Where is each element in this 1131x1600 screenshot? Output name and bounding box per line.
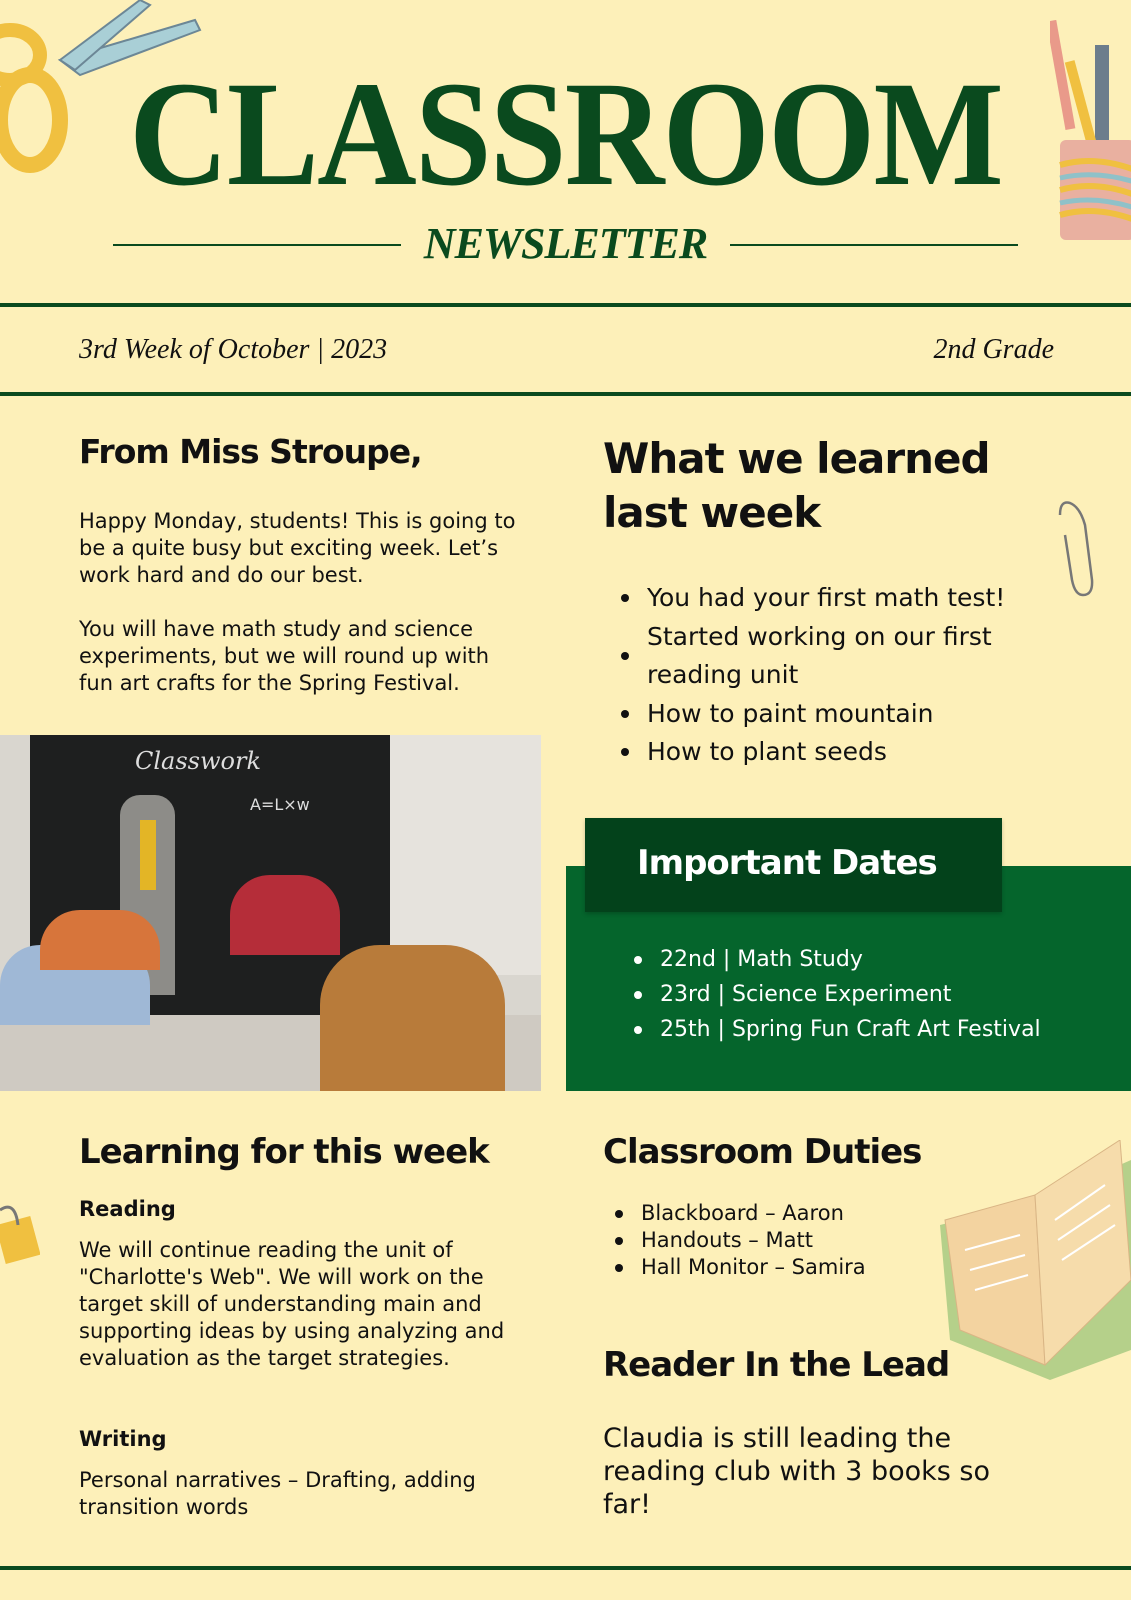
week-label: 3rd Week of October | 2023 <box>79 334 388 365</box>
chalk-formula: A=L×w <box>250 795 310 814</box>
date-item: 25th | Spring Fun Craft Art Festival <box>630 1012 1041 1047</box>
dates-list <box>630 942 1041 1047</box>
duty-item: Blackboard – Aaron <box>611 1200 866 1227</box>
chalk-text: Classwork <box>135 747 261 775</box>
open-book-icon <box>940 1140 1131 1390</box>
learned-heading: What we learned last week <box>603 434 990 537</box>
duty-item: Handouts – Matt <box>611 1227 866 1254</box>
letter-heading: From Miss Stroupe, <box>79 432 422 471</box>
date-item: 22nd | Math Study <box>630 942 1041 977</box>
important-dates-heading: Important Dates <box>637 843 937 883</box>
reader-text: Claudia is still leading the reading club with 3 books so far! <box>603 1423 990 1520</box>
duty-item: Hall Monitor – Samira <box>611 1254 866 1281</box>
grade-label: 2nd Grade <box>933 334 1054 365</box>
reading-label: Reading <box>79 1197 176 1221</box>
newsletter-subtitle: NEWSLETTER <box>423 219 708 268</box>
reader-heading: Reader In the Lead <box>603 1345 950 1385</box>
list-item: You had your first math test! <box>617 579 1037 618</box>
reading-text: We will continue reading the unit of "Charlotte's Web". We will work on the target skill of understanding main and supporting ideas by using analyzing and evaluation as the target strategies. <box>79 1238 505 1370</box>
list-item: How to plant seeds <box>617 733 1037 772</box>
letter-paragraph: You will have math study and science experiments, but we will round up with fun art crafts for the Spring Festival. <box>79 617 490 695</box>
writing-label: Writing <box>79 1427 167 1451</box>
letter-paragraph: Happy Monday, students! This is going to be a quite busy but exciting week. Let’s work hard and do our best. <box>79 509 516 587</box>
top-rule <box>0 303 1131 307</box>
meta-rule <box>0 392 1131 396</box>
classroom-photo <box>0 735 541 1091</box>
learned-list <box>617 579 1037 772</box>
divider <box>730 244 1018 246</box>
duties-list <box>611 1200 866 1281</box>
paperclip-icon <box>1050 495 1095 605</box>
binder-clip-icon <box>0 1200 40 1270</box>
duties-heading: Classroom Duties <box>603 1132 922 1172</box>
learning-heading: Learning for this week <box>79 1132 489 1172</box>
list-item: Started working on our first reading unit <box>617 618 1037 695</box>
writing-text: Personal narratives – Drafting, adding transition words <box>79 1468 476 1519</box>
date-item: 23rd | Science Experiment <box>630 977 1041 1012</box>
newsletter-title: CLASSROOM <box>129 51 1002 217</box>
bottom-rule <box>0 1566 1131 1570</box>
list-item: How to paint mountain <box>617 695 1037 734</box>
